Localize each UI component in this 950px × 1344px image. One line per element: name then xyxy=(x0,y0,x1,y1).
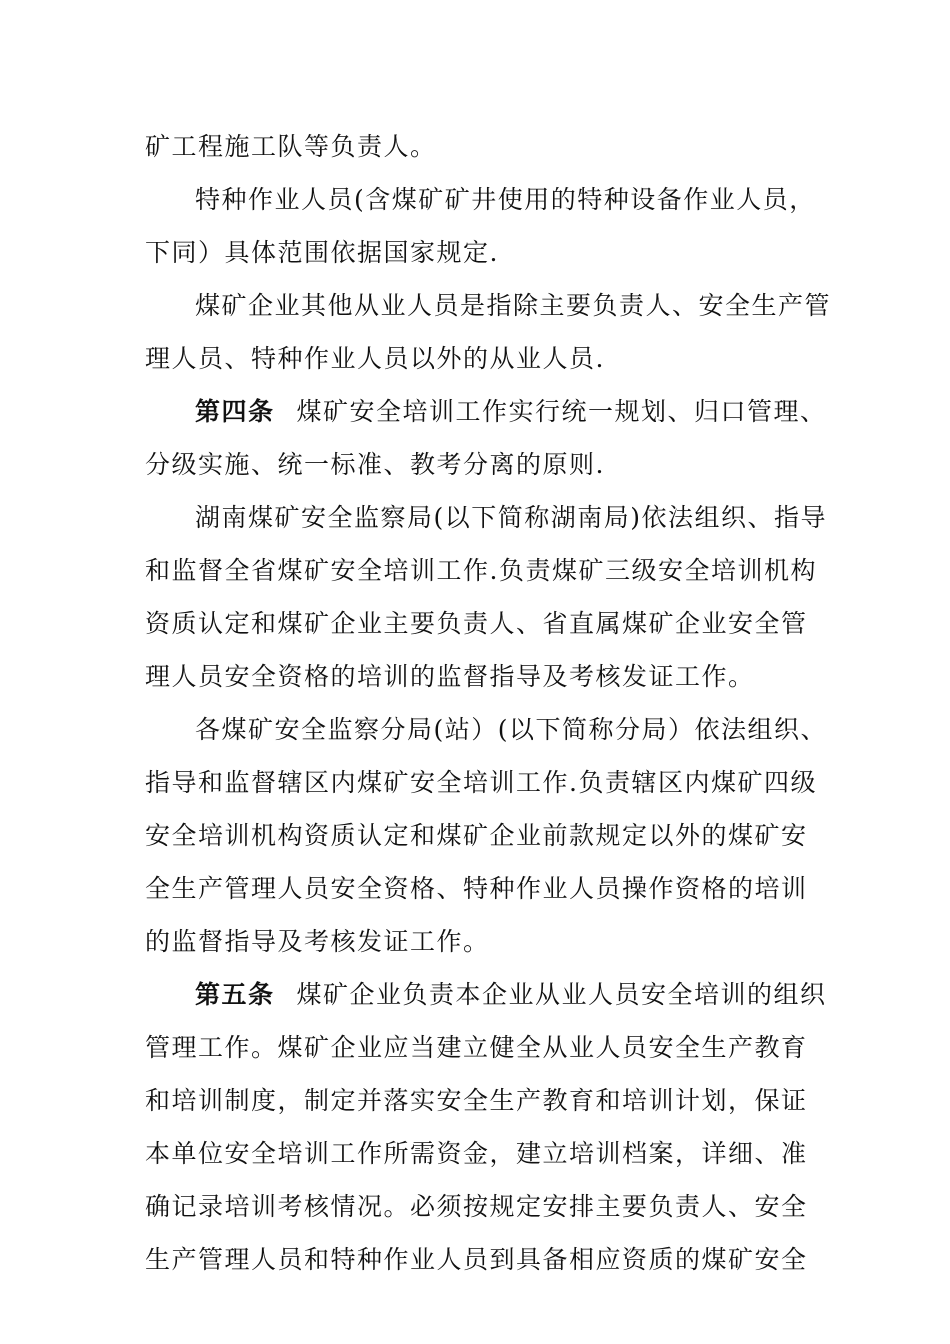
text-line: 湖南煤矿安全监察局(以下简称湖南局)依法组织、指导 xyxy=(195,503,828,532)
text-line: 安全培训机构资质认定和煤矿企业前款规定以外的煤矿安 xyxy=(145,821,808,850)
text-line: 生产管理人员和特种作业人员到具备相应资质的煤矿安全 xyxy=(145,1245,808,1274)
text-line: 的监督指导及考核发证工作。 xyxy=(145,927,490,956)
text-line: 分级实施、统一标准、教考分离的原则. xyxy=(145,450,605,479)
article-line xyxy=(145,968,827,1021)
text-line: 矿工程施工队等负责人。 xyxy=(145,132,437,161)
document-body xyxy=(145,120,832,1286)
text-line: 各煤矿安全监察分局(站）(以下简称分局）依法组织、 xyxy=(195,715,828,744)
text-line: 确记录培训考核情况。必须按规定安排主要负责人、安全 xyxy=(145,1192,808,1221)
text-line: 和培训制度，制定并落实安全生产教育和培训计划，保证 xyxy=(145,1086,808,1115)
text-line: 管理工作。煤矿企业应当建立健全从业人员安全生产教育 xyxy=(145,1033,808,1062)
article-text: 煤矿安全培训工作实行统一规划、归口管理、 xyxy=(296,397,827,426)
article-line xyxy=(145,385,827,438)
text-line: 和监督全省煤矿安全培训工作.负责煤矿三级安全培训机构 xyxy=(145,556,817,585)
text-line: 理人员、特种作业人员以外的从业人员. xyxy=(145,344,605,373)
text-line: 下同）具体范围依据国家规定. xyxy=(145,238,499,267)
text-line: 特种作业人员(含煤矿矿井使用的特种设备作业人员， xyxy=(195,185,816,214)
text-line: 煤矿企业其他从业人员是指除主要负责人、安全生产管 xyxy=(195,291,832,320)
text-line: 资质认定和煤矿企业主要负责人、省直属煤矿企业安全管 xyxy=(145,609,808,638)
text-line: 全生产管理人员安全资格、特种作业人员操作资格的培训 xyxy=(145,874,808,903)
article-text: 煤矿企业负责本企业从业人员安全培训的组织 xyxy=(296,980,827,1009)
text-line: 本单位安全培训工作所需资金，建立培训档案，详细、准 xyxy=(145,1139,808,1168)
article-heading: 第五条 xyxy=(195,980,275,1009)
article-heading: 第四条 xyxy=(195,397,275,426)
text-line: 理人员安全资格的培训的监督指导及考核发证工作。 xyxy=(145,662,755,691)
text-line: 指导和监督辖区内煤矿安全培训工作.负责辖区内煤矿四级 xyxy=(145,768,817,797)
